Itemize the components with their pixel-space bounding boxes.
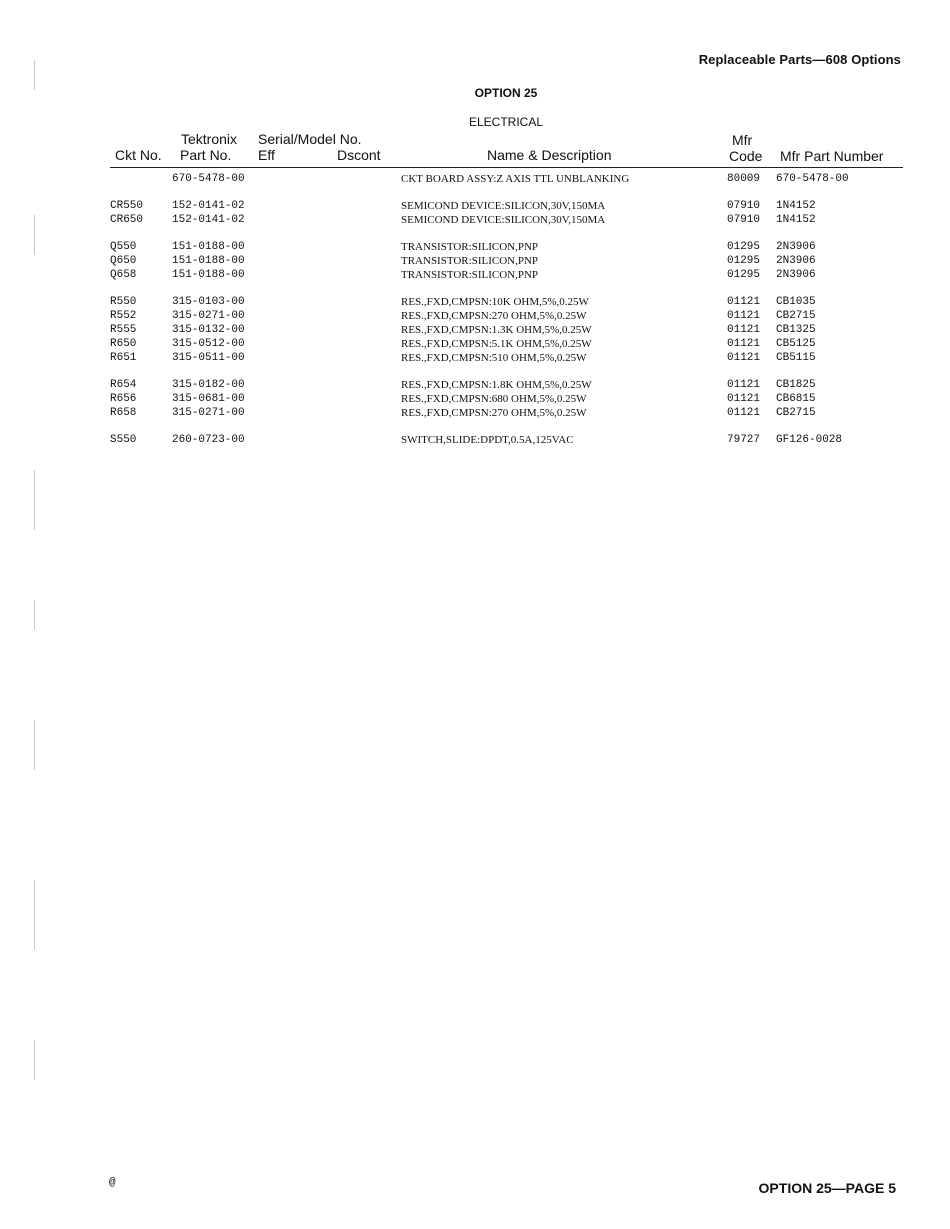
ckt-number: R654 [110,379,137,391]
scan-edge-mark [34,1040,35,1080]
ckt-number: R658 [110,407,137,419]
table-row [0,309,950,323]
table-row [0,406,950,420]
mfr-code: 01295 [727,241,761,253]
table-row [0,240,950,254]
header-serial-model: Serial/Model No. [258,131,362,147]
header-mfr: Mfr [732,132,753,148]
part-description: SEMICOND DEVICE:SILICON,30V,150MA [401,214,606,226]
mfr-code: 01295 [727,255,761,267]
mfr-part-number: 670-5478-00 [776,173,849,185]
mfr-part-number: 1N4152 [776,200,816,212]
scan-edge-mark [34,470,35,530]
mfr-part-number: 2N3906 [776,241,816,253]
part-description: RES.,FXD,CMPSN:510 OHM,5%,0.25W [401,352,587,364]
header-eff: Eff [258,147,275,163]
tek-part-number: 315-0103-00 [172,296,245,308]
part-description: TRANSISTOR:SILICON,PNP [401,255,539,267]
part-description: RES.,FXD,CMPSN:270 OHM,5%,0.25W [401,407,587,419]
table-row [0,392,950,406]
mfr-code: 07910 [727,200,761,212]
option-title: OPTION 25 [474,86,538,100]
scan-edge-mark [34,600,35,630]
table-row [0,337,950,351]
ckt-number: Q550 [110,241,137,253]
header-mfr-part-number: Mfr Part Number [780,148,884,164]
tek-part-number: 315-0182-00 [172,379,245,391]
table-row [0,378,950,392]
tek-part-number: 315-0132-00 [172,324,245,336]
tek-part-number: 152-0141-02 [172,200,245,212]
tek-part-number: 315-0271-00 [172,310,245,322]
mfr-part-number: CB1035 [776,296,816,308]
ckt-number: CR650 [110,214,144,226]
mfr-part-number: CB2715 [776,310,816,322]
mfr-code: 01121 [727,324,761,336]
tek-part-number: 151-0188-00 [172,269,245,281]
mfr-code: 07910 [727,214,761,226]
mfr-code: 01295 [727,269,761,281]
mfr-code: 80009 [727,173,761,185]
mfr-code: 01121 [727,310,761,322]
mfr-part-number: CB5125 [776,338,816,350]
table-row [0,172,950,186]
part-description: RES.,FXD,CMPSN:1.8K OHM,5%,0.25W [401,379,592,391]
mfr-code: 01121 [727,352,761,364]
page-number-label: OPTION 25—PAGE 5 [758,1180,896,1196]
tek-part-number: 315-0681-00 [172,393,245,405]
table-row [0,199,950,213]
table-row [0,323,950,337]
ckt-number: CR550 [110,200,144,212]
tek-part-number: 670-5478-00 [172,173,245,185]
part-description: SWITCH,SLIDE:DPDT,0.5A,125VAC [401,434,574,446]
mfr-part-number: 1N4152 [776,214,816,226]
header-part-no: Part No. [180,147,232,163]
mfr-code: 01121 [727,338,761,350]
ckt-number: R651 [110,352,137,364]
ckt-number: Q658 [110,269,137,281]
mfr-part-number: 2N3906 [776,255,816,267]
scan-edge-mark [34,880,35,950]
header-rule [110,167,903,168]
part-description: RES.,FXD,CMPSN:1.3K OHM,5%,0.25W [401,324,592,336]
running-header: Replaceable Parts—608 Options [698,52,901,67]
header-dscont: Dscont [337,147,381,163]
table-row [0,295,950,309]
mfr-part-number: CB1825 [776,379,816,391]
part-description: RES.,FXD,CMPSN:680 OHM,5%,0.25W [401,393,587,405]
part-description: RES.,FXD,CMPSN:270 OHM,5%,0.25W [401,310,587,322]
ckt-number: Q650 [110,255,137,267]
part-description: SEMICOND DEVICE:SILICON,30V,150MA [401,200,606,212]
header-ckt-no: Ckt No. [115,147,162,163]
part-description: RES.,FXD,CMPSN:10K OHM,5%,0.25W [401,296,589,308]
mfr-code: 01121 [727,407,761,419]
mfr-code: 01121 [727,379,761,391]
scan-edge-mark [34,720,35,770]
header-name-description: Name & Description [487,147,612,163]
footer-mark: @ [109,1177,116,1189]
tek-part-number: 152-0141-02 [172,214,245,226]
mfr-part-number: GF126-0028 [776,434,843,446]
tek-part-number: 315-0512-00 [172,338,245,350]
mfr-code: 79727 [727,434,761,446]
tek-part-number: 151-0188-00 [172,241,245,253]
header-tektronix: Tektronix [181,131,238,147]
mfr-part-number: CB5115 [776,352,816,364]
tek-part-number: 315-0511-00 [172,352,245,364]
mfr-part-number: 2N3906 [776,269,816,281]
table-row [0,351,950,365]
tek-part-number: 315-0271-00 [172,407,245,419]
table-row [0,213,950,227]
ckt-number: R550 [110,296,137,308]
part-description: TRANSISTOR:SILICON,PNP [401,269,539,281]
ckt-number: R656 [110,393,137,405]
part-description: RES.,FXD,CMPSN:5.1K OHM,5%,0.25W [401,338,592,350]
section-title: ELECTRICAL [468,115,544,129]
tek-part-number: 151-0188-00 [172,255,245,267]
tek-part-number: 260-0723-00 [172,434,245,446]
mfr-part-number: CB1325 [776,324,816,336]
header-code: Code [729,148,763,164]
mfr-code: 01121 [727,393,761,405]
mfr-part-number: CB2715 [776,407,816,419]
parts-list [0,172,950,447]
mfr-part-number: CB6815 [776,393,816,405]
ckt-number: R555 [110,324,137,336]
mfr-code: 01121 [727,296,761,308]
ckt-number: S550 [110,434,137,446]
ckt-number: R552 [110,310,137,322]
part-description: TRANSISTOR:SILICON,PNP [401,241,539,253]
table-row [0,254,950,268]
ckt-number: R650 [110,338,137,350]
table-row [0,433,950,447]
table-row [0,268,950,282]
part-description: CKT BOARD ASSY:Z AXIS TTL UNBLANKING [401,173,630,185]
